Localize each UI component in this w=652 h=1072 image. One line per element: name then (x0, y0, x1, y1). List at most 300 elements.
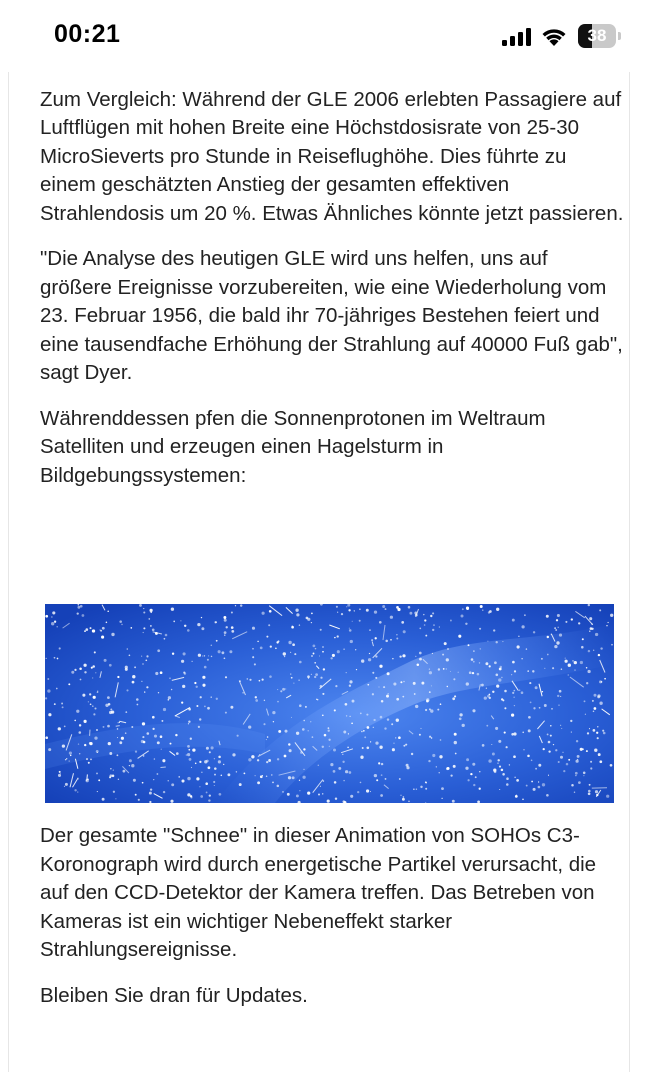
snow-particle (425, 709, 427, 711)
snow-particle (548, 741, 551, 744)
snow-particle (211, 644, 213, 646)
snow-particle (544, 668, 545, 669)
snow-particle (576, 740, 578, 742)
snow-particle (92, 629, 95, 632)
snow-particle (446, 668, 447, 669)
snow-particle (459, 717, 462, 720)
snow-particle (127, 648, 129, 650)
snow-particle (592, 700, 594, 702)
snow-particle (94, 707, 96, 709)
snow-particle (84, 744, 86, 746)
snow-particle (296, 794, 299, 797)
snow-particle (465, 623, 467, 625)
snow-particle (432, 612, 434, 614)
snow-particle (189, 758, 192, 761)
snow-particle (473, 661, 475, 663)
snow-particle (187, 629, 190, 632)
snow-particle (199, 761, 201, 763)
snow-particle (481, 684, 484, 687)
snow-particle (284, 730, 287, 733)
snow-particle (574, 670, 575, 671)
snow-particle (95, 672, 96, 673)
snow-particle (554, 645, 557, 648)
snow-particle (143, 632, 144, 633)
snow-particle (362, 747, 364, 749)
snow-particle (190, 795, 192, 797)
snow-particle (307, 792, 310, 795)
snow-particle (380, 716, 383, 719)
snow-particle (606, 795, 609, 798)
snow-particle (413, 682, 416, 685)
snow-particle (181, 660, 184, 663)
snow-particle (74, 669, 76, 671)
snow-particle (361, 659, 364, 662)
snow-particle (527, 755, 530, 758)
snow-particle (79, 668, 82, 671)
snow-particle (393, 743, 394, 744)
snow-particle (206, 747, 209, 750)
snow-particle (290, 652, 291, 653)
snow-particle (330, 657, 332, 659)
snow-particle (571, 618, 573, 620)
snow-particle (113, 791, 115, 793)
snow-particle (587, 670, 590, 673)
snow-particle (513, 732, 516, 735)
snow-particle (280, 690, 282, 692)
snow-particle (176, 752, 179, 755)
snow-particle (207, 707, 210, 710)
snow-particle (161, 720, 163, 722)
snow-particle (157, 741, 160, 744)
snow-particle (165, 634, 168, 637)
snow-particle (429, 671, 432, 674)
snow-particle (415, 656, 416, 657)
snow-particle (91, 667, 93, 669)
article-paragraph-6: Bleiben Sie dran für Updates. (40, 982, 624, 1011)
snow-particle (527, 670, 529, 672)
snow-particle (204, 666, 207, 669)
snow-particle (65, 783, 68, 786)
snow-particle (328, 727, 330, 729)
snow-particle (298, 680, 299, 681)
snow-particle (168, 696, 171, 699)
snow-particle (96, 729, 98, 731)
snow-particle (319, 655, 320, 656)
snow-particle (312, 736, 314, 738)
snow-particle (553, 744, 554, 745)
snow-particle (491, 744, 492, 745)
snow-particle (557, 627, 558, 628)
snow-particle (69, 760, 70, 761)
snow-particle (260, 775, 263, 778)
snow-particle (385, 608, 387, 610)
snow-particle (392, 748, 395, 751)
snow-particle (533, 631, 535, 633)
snow-particle (582, 638, 584, 640)
snow-particle (142, 663, 143, 664)
snow-particle (531, 760, 533, 762)
snow-particle (58, 727, 61, 730)
snow-particle (401, 621, 404, 624)
snow-particle (518, 636, 519, 637)
snow-particle (334, 781, 337, 784)
snow-particle (502, 773, 505, 776)
snow-particle (359, 620, 361, 622)
snow-particle (77, 792, 78, 793)
snow-particle (196, 705, 198, 707)
snow-particle (334, 637, 335, 638)
snow-particle (425, 635, 427, 637)
snow-particle (499, 766, 501, 768)
snow-particle (191, 661, 192, 662)
snow-particle (360, 713, 362, 715)
snow-particle (589, 728, 590, 729)
snow-particle (77, 612, 79, 614)
snow-particle (248, 725, 251, 728)
snow-particle (275, 647, 277, 649)
snow-particle (533, 788, 536, 791)
snow-particle (288, 776, 291, 779)
snow-particle (208, 655, 209, 656)
snow-particle (430, 709, 433, 712)
snow-particle (574, 792, 575, 793)
snow-particle (533, 707, 535, 709)
snow-particle (231, 611, 233, 613)
snow-particle (370, 741, 371, 742)
snow-particle (232, 753, 235, 756)
snow-particle (337, 635, 339, 637)
snow-particle (509, 764, 510, 765)
snow-particle (439, 755, 442, 758)
snow-particle (458, 635, 461, 638)
snow-particle (257, 759, 259, 761)
snow-particle (303, 720, 305, 722)
snow-particle (342, 754, 343, 755)
snow-particle (349, 628, 350, 629)
snow-particle (547, 636, 549, 638)
snow-particle (54, 621, 56, 623)
snow-particle (65, 759, 66, 760)
snow-particle (470, 773, 472, 775)
snow-particle (117, 676, 119, 678)
snow-particle (379, 746, 382, 749)
snow-particle (368, 658, 371, 661)
snow-particle (488, 759, 491, 762)
snow-particle (145, 659, 147, 661)
snow-particle (385, 778, 387, 780)
snow-particle (68, 683, 70, 685)
snow-particle (195, 763, 197, 765)
snow-particle (347, 747, 348, 748)
snow-particle (188, 749, 190, 751)
snow-particle (308, 730, 309, 731)
snow-particle (84, 720, 87, 723)
snow-particle (172, 653, 174, 655)
snow-particle (92, 677, 93, 678)
snow-particle (604, 678, 606, 680)
snow-particle (125, 732, 127, 734)
snow-particle (190, 738, 192, 740)
snow-particle (59, 647, 61, 649)
snow-particle (93, 696, 96, 699)
battery-body (578, 24, 616, 48)
snow-particle (64, 726, 66, 728)
snow-particle (535, 686, 538, 689)
snow-particle (406, 764, 409, 767)
snow-particle (180, 620, 181, 621)
snow-particle (218, 760, 221, 763)
snow-particle (442, 654, 444, 656)
snow-particle (109, 752, 112, 755)
snow-particle (577, 755, 580, 758)
radiation-snow-image (45, 604, 614, 803)
snow-particle (136, 698, 139, 701)
snow-particle (473, 784, 475, 786)
snow-particle (152, 628, 155, 631)
snow-particle (400, 795, 401, 796)
snow-particle (226, 626, 228, 628)
snow-particle (119, 741, 122, 744)
snow-particle (594, 707, 597, 710)
snow-particle (266, 739, 267, 740)
snow-particle (387, 693, 389, 695)
snow-particle (139, 604, 142, 607)
snow-particle (599, 760, 602, 763)
snow-particle (610, 614, 613, 617)
snow-particle (472, 672, 474, 674)
snow-particle (311, 655, 313, 657)
snow-particle (492, 753, 495, 756)
snow-particle (183, 652, 186, 655)
snow-particle (559, 634, 562, 637)
snow-particle (121, 624, 123, 626)
snow-particle (257, 641, 259, 643)
snow-particle (558, 704, 560, 706)
snow-particle (486, 725, 488, 727)
snow-particle (352, 621, 353, 622)
snow-particle (428, 760, 430, 762)
snow-particle (590, 767, 592, 769)
snow-particle (338, 767, 341, 770)
snow-particle (555, 749, 557, 751)
snow-particle (315, 673, 318, 676)
snow-particle (558, 761, 560, 763)
snow-particle (187, 777, 190, 780)
snow-particle (184, 625, 186, 627)
snow-particle (437, 709, 439, 711)
snow-particle (171, 608, 174, 611)
snow-particle (104, 659, 107, 662)
snow-particle (593, 711, 595, 713)
snow-particle (587, 732, 589, 734)
snow-particle (112, 711, 113, 712)
snow-particle (243, 772, 245, 774)
snow-particle (469, 671, 472, 674)
snow-particle (419, 658, 422, 661)
snow-particle (373, 727, 374, 728)
snow-particle (595, 633, 598, 636)
snow-particle (593, 650, 594, 651)
snow-particle (173, 621, 175, 623)
snow-particle (168, 699, 170, 701)
snow-particle (123, 770, 126, 773)
snow-particle (561, 728, 562, 729)
snow-particle (493, 629, 495, 631)
snow-particle (396, 698, 399, 701)
snow-particle (168, 780, 169, 781)
snow-particle (482, 744, 485, 747)
snow-particle (84, 671, 86, 673)
snow-particle (333, 749, 336, 752)
snow-particle (515, 795, 518, 798)
snow-particle (318, 793, 320, 795)
snow-particle (320, 677, 322, 679)
snow-particle (359, 608, 361, 610)
snow-particle (484, 696, 487, 699)
article-paragraph-5: Der gesamte "Schnee" in dieser Animation von SOHOs C3-Koronograph wird durch energetische Partikel verursacht, die auf den CCD-Detektor der Kamera treffen. Das Betreben von Kameras ist ein wichtiger Nebeneffekt starker Strahlungsereignisse. (40, 822, 624, 965)
snow-particle (248, 758, 251, 761)
snow-particle (308, 678, 309, 679)
snow-particle (160, 671, 163, 674)
snow-particle (112, 775, 115, 778)
snow-particle (310, 721, 311, 722)
snow-particle (164, 638, 166, 640)
snow-particle (108, 703, 111, 706)
snow-particle (86, 758, 88, 760)
snow-particle (85, 628, 88, 631)
soho-c3-image (45, 604, 614, 803)
snow-particle (487, 641, 488, 642)
snow-particle (337, 650, 340, 653)
snow-particle (416, 788, 417, 789)
snow-particle (466, 607, 469, 610)
snow-particle (324, 734, 327, 737)
snow-particle (74, 789, 76, 791)
snow-particle (111, 633, 114, 636)
snow-particle (88, 762, 90, 764)
snow-particle (201, 772, 202, 773)
snow-particle (141, 656, 142, 657)
snow-particle (342, 761, 344, 763)
snow-particle (259, 680, 261, 682)
snow-particle (459, 713, 462, 716)
snow-particle (521, 658, 522, 659)
snow-particle (129, 654, 131, 656)
snow-particle (204, 706, 206, 708)
particle-streak (161, 767, 166, 768)
snow-particle (432, 754, 435, 757)
snow-particle (299, 704, 302, 707)
snow-particle (224, 619, 227, 622)
snow-particle (514, 705, 515, 706)
snow-particle (602, 730, 604, 732)
snow-particle (586, 750, 588, 752)
snow-particle (472, 763, 475, 766)
snow-particle (144, 691, 145, 692)
snow-particle (135, 794, 137, 796)
snow-particle (349, 771, 352, 774)
snow-particle (402, 696, 404, 698)
snow-particle (132, 675, 135, 678)
snow-particle (450, 774, 452, 776)
snow-particle (208, 766, 211, 769)
snow-particle (101, 636, 104, 639)
snow-particle (502, 641, 503, 642)
snow-particle (441, 798, 442, 799)
snow-particle (447, 686, 448, 687)
snow-particle (211, 696, 212, 697)
snow-particle (522, 799, 524, 801)
snow-particle (125, 668, 128, 671)
snow-particle (303, 769, 304, 770)
snow-particle (138, 799, 140, 801)
snow-particle (133, 779, 136, 782)
snow-particle (588, 604, 590, 606)
snow-particle (501, 769, 504, 772)
snow-particle (255, 775, 256, 776)
snow-particle (59, 771, 61, 773)
snow-particle (568, 674, 569, 675)
snow-particle (597, 694, 600, 697)
snow-particle (369, 629, 371, 631)
snow-particle (514, 690, 516, 692)
article-paragraph-3: "Die Analyse des heutigen GLE wird uns helfen, uns auf größere Ereignisse vorzubereiten, wie eine Wiederholung vom 23. Februar 1956, die bald ihr 70-jähriges Bestehen feiert und eine tausendfache Erhöhung der Strahlung auf 40000 Fuß gab", sagt Dyer. (40, 245, 624, 388)
snow-particle (499, 789, 500, 790)
snow-particle (236, 771, 237, 772)
snow-particle (45, 736, 48, 739)
snow-particle (447, 767, 450, 770)
snow-particle (155, 672, 158, 675)
snow-particle (581, 646, 584, 649)
snow-particle (424, 619, 426, 621)
snow-particle (247, 678, 249, 680)
snow-particle (78, 604, 80, 605)
snow-particle (390, 639, 392, 641)
snow-particle (420, 728, 421, 729)
snow-particle (201, 617, 202, 618)
snow-particle (556, 619, 558, 621)
snow-particle (161, 749, 162, 750)
snow-particle (78, 731, 81, 734)
snow-particle (419, 734, 421, 736)
snow-particle (170, 800, 173, 803)
snow-particle (543, 748, 545, 750)
snow-particle (403, 630, 406, 633)
snow-particle (129, 765, 130, 766)
snow-particle (546, 615, 549, 618)
snow-particle (299, 780, 300, 781)
snow-particle (94, 651, 96, 653)
snow-particle (322, 693, 324, 695)
snow-particle (429, 736, 431, 738)
snow-particle (396, 719, 399, 722)
snow-particle (395, 737, 396, 738)
snow-particle (46, 658, 47, 659)
snow-particle (496, 641, 498, 643)
snow-particle (98, 779, 100, 781)
snow-particle (252, 656, 254, 658)
article-paragraph-2: Zum Vergleich: Während der GLE 2006 erlebten Passagiere auf Luftflügen mit hohen Breite eine Höchstdosisrate von 25-30 MicroSieverts pro Stunde in Reiseflughöhe. Dies führte zu einem geschätzten Anstieg der gesamten effektiven Strahlendosis um 20 %. Etwas Ähnliches könnte jetzt passieren. (40, 86, 624, 229)
snow-particle (345, 770, 348, 773)
snow-particle (143, 741, 146, 744)
snow-particle (411, 753, 413, 755)
snow-particle (196, 686, 198, 688)
snow-particle (429, 691, 431, 693)
snow-particle (314, 676, 316, 678)
snow-particle (207, 659, 209, 661)
snow-particle (343, 731, 346, 734)
snow-particle (467, 779, 469, 781)
